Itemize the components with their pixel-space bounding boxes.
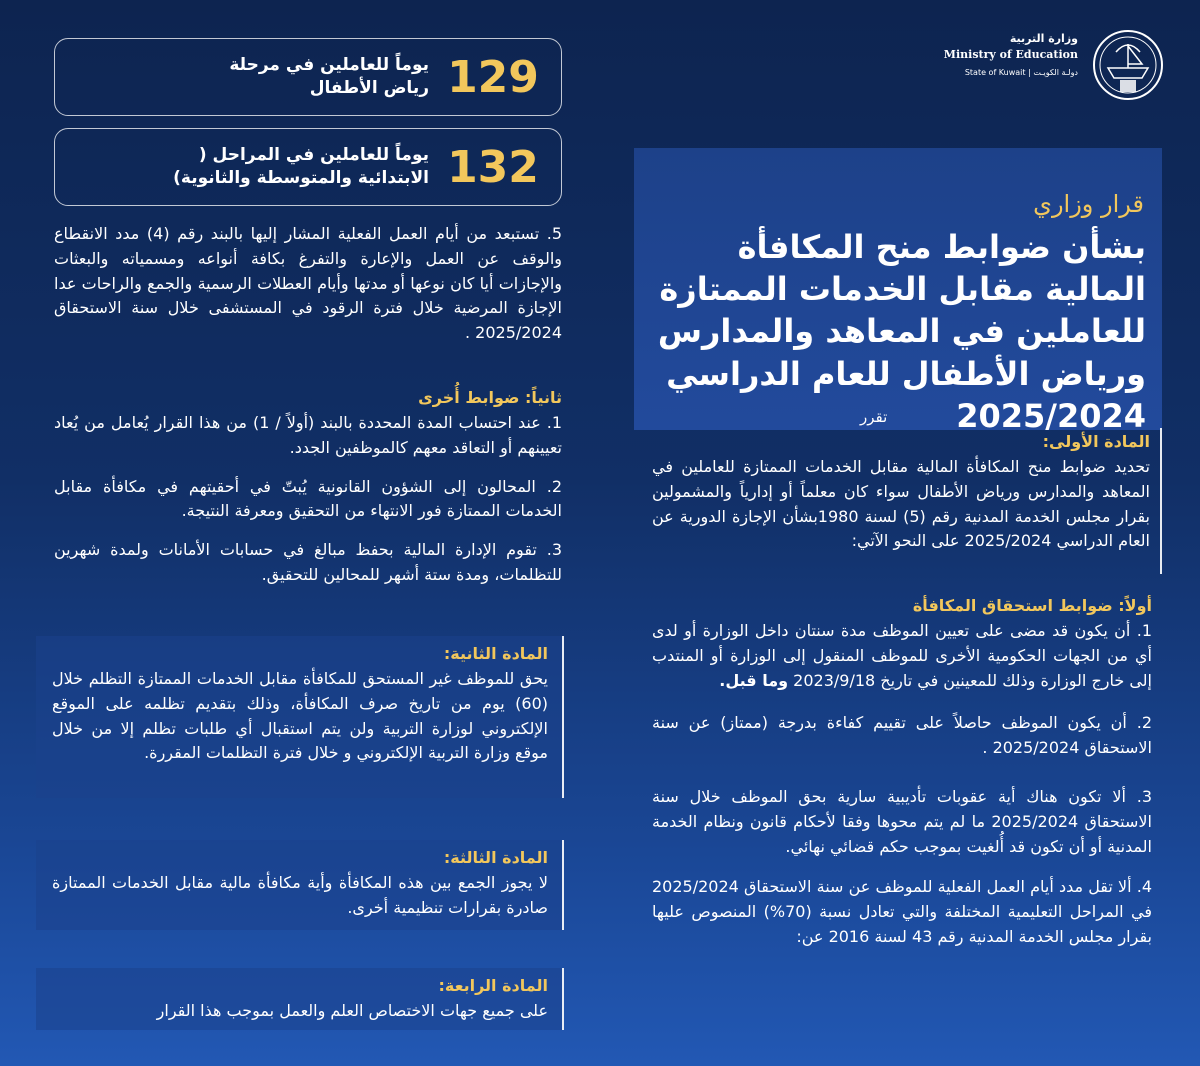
days-count: 129	[447, 51, 539, 103]
article-4-box	[36, 968, 564, 1030]
list-item: 3. تقوم الإدارة المالية بحفظ مبالغ في حسابات الأمانات ولمدة شهرين للتظلمات، ومدة ستة أشهر للمحالين للتحقيق.	[54, 540, 562, 584]
days-count: 132	[447, 141, 539, 193]
section-heading: ثانياً: ضوابط أُخرى	[418, 388, 562, 407]
item-1-text: 1. أن يكون قد مضى على تعيين الموظف مدة سنتان داخل الوزارة أو لدى أي من الجهات الحكومية الأخرى للموظف المنقول إلى الوزارة أو المنتدب إلى خارج الوزارة وذلك للمعينين في تاريخ 2023/9/18	[652, 621, 1152, 690]
list-item: 2. المحالون إلى الشؤون القانونية يُبتّ في أحقيتهم في مكافأة مقابل الخدمات الممتازة فور الانتهاء من التحقيق ومعرفة النتيجة.	[54, 476, 562, 521]
article-heading: المادة الثانية:	[443, 644, 548, 663]
days-box-kindergarten	[54, 38, 562, 116]
section-heading: أولاً: ضوابط استحقاق المكافأة	[912, 596, 1152, 615]
decision-title: بشأن ضوابط منح المكافأة المالية مقابل الخدمات الممتازة للعاملين في المعاهد والمدارس ورياض الأطفال للعام الدراسي 2025/2024	[657, 228, 1146, 435]
eligibility-controls-section	[652, 596, 1152, 964]
list-item: 1. عند احتساب المدة المحددة بالبند (أولاً / 1) من هذا القرار يُعامل من يُعاد تعيينهم أو التعاقد معهم كالموظفين الجدد.	[54, 413, 563, 457]
days-box-schools	[54, 128, 562, 206]
other-controls-section	[54, 388, 562, 602]
state-label: State of Kuwait | دولـة الكويـت	[964, 68, 1078, 77]
ministry-name-ar: وزارة التربية	[1009, 32, 1078, 45]
item-5-text: 5. تستبعد من أيام العمل الفعلية المشار إليها بالبند رقم (4) مدد الانقطاع والوقف عن العمل والإعارة والتفرغ بكافة أنواعه ومسمياته والبعثات والإجازات أيا كان نوعها أو مدتها وأيام العطلات الرسمية والجمع والراحات عدا الإجازة المرضية خلال فترة الرقود في المستشفى خلال سنة الاستحقاق 2025/2024 .	[54, 224, 563, 343]
ministry-name-en: Ministry of Education	[943, 48, 1078, 61]
article-text: على جميع جهات الاختصاص العلم والعمل بموجب هذا القرار	[156, 1001, 548, 1020]
list-item: 3. ألا تكون هناك أية عقوبات تأديبية سارية بحق الموظف خلال سنة الاستحقاق 2025/2024 ما لم يتم محوها وفقا لأحكام قانون ونظام الخدمة المدنية أو أن تكون قد أُلغيت بموجب حكم قضائي نهائي.	[652, 786, 1152, 856]
exclusions-paragraph	[54, 222, 562, 346]
article-text: تحديد ضوابط منح المكافأة المالية مقابل الخدمات الممتازة للعاملين في المعاهد والمدارس ورياض الأطفال سواء كان معلماً أو إدارياً والمشمولين بقرار مجلس الخدمة المدنية رقم (5) لسنة 1980بشأن الإجازة الدورية عن العام الدراسي 2025/2024 على النحو الآتي:	[652, 457, 1151, 551]
ministry-logo	[943, 28, 1170, 102]
decision-label: قرار وزاري	[1033, 190, 1144, 218]
days-description: يوماً للعاملين في مرحلة رياض الأطفال	[229, 55, 429, 98]
article-text: يحق للموظف غير المستحق للمكافأة مقابل الخدمات الممتازة التظلم خلال (60) يوم من تاريخ صرف المكافأة، وذلك بتقديم تظلمه على الموقع الإلكتروني لوزارة التربية ولن يتم استقبال أي طلبات تظلم إلا من خلال موقع وزارة التربية الإلكتروني و خلال فترة التظلمات المقررة.	[52, 669, 548, 763]
decision-card	[634, 148, 1162, 435]
days-description: يوماً للعاملين في المراحل ( الابتدائية والمتوسطة والثانوية)	[173, 145, 429, 188]
list-item: 2. أن يكون الموظف حاصلاً على تقييم كفاءة بدرجة (ممتاز) عن سنة الاستحقاق 2025/2024 .	[652, 713, 1152, 758]
list-item: 4. ألا تقل مدد أيام العمل الفعلية للموظف عن سنة الاستحقاق 2025/2024 في المراحل التعليمية المختلفة والتي تعادل نسبة (70%) المنصوص عليها بقرار مجلس الخدمة المدنية رقم 43 لسنة 2016 عن:	[652, 877, 1153, 946]
item-1-bold: وما قبل.	[719, 670, 789, 690]
article-3-box	[36, 840, 564, 930]
article-heading: المادة الأولى:	[1042, 432, 1150, 451]
kuwait-emblem-icon	[1086, 28, 1170, 102]
article-1-box	[652, 428, 1162, 574]
article-2-box	[36, 636, 564, 798]
article-text: لا يجوز الجمع بين هذه المكافأة وأية مكافأة مالية مقابل الخدمات الممتازة صادرة بقرارات تنظيمية أخرى.	[52, 873, 548, 917]
article-heading: المادة الثالثة:	[443, 848, 548, 867]
decides-label: تقرر	[860, 408, 888, 426]
article-heading: المادة الرابعة:	[438, 976, 548, 995]
list-item	[652, 619, 1152, 693]
